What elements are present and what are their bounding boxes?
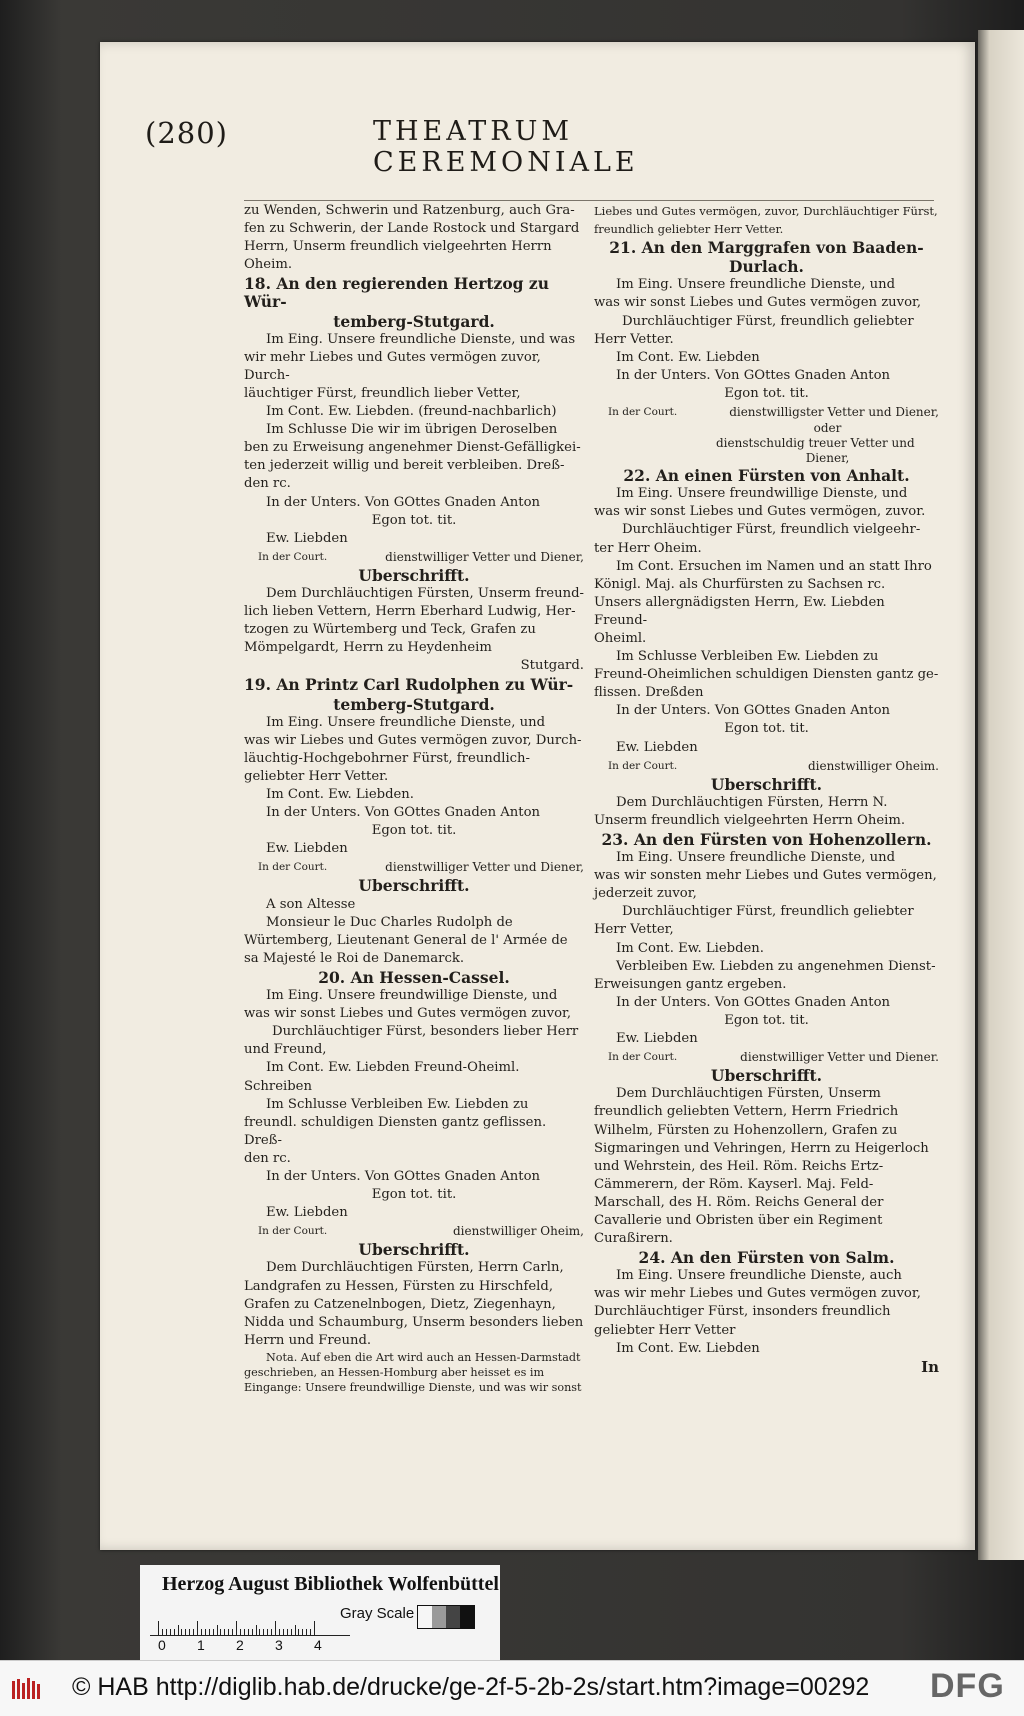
text-line: ten jederzeit willig und bereit verbleiben. Dreß-: [244, 458, 565, 474]
text-line: was wir mehr Liebes und Gutes vermögen zuvor,: [594, 1286, 921, 1302]
text-line: Unsers allergnädigsten Herrn, Ew. Liebden Freund-: [594, 594, 885, 628]
court-label: In der Court.: [608, 759, 678, 772]
text-line: oder: [813, 421, 842, 436]
gray-scale-label: Gray Scale: [340, 1605, 415, 1622]
text-line: Im Cont. Ew. Liebden. (freund-nachbarlich): [266, 404, 557, 420]
ruler-tick: [263, 1629, 264, 1635]
text-line: Im Schlusse Verbleiben Ew. Liebden zu: [616, 649, 879, 665]
ruler-tick: [228, 1629, 229, 1635]
signature-line: [244, 858, 584, 876]
ruler-tick: [174, 1629, 175, 1635]
ruler-tick: [298, 1629, 299, 1635]
ruler-tick: [217, 1625, 218, 1635]
header-rule: [244, 200, 934, 201]
text-line: läuchtiger Fürst, freundlich lieber Vetter,: [244, 385, 521, 401]
text-line: Im Eing. Unsere freundliche Dienste, und: [266, 714, 546, 730]
ruler-tick: [224, 1629, 225, 1635]
running-title: THEATRUM CEREMONIALE: [373, 116, 639, 178]
text-line: Durchläuchtiger Fürst, freundlich geliebter: [622, 904, 914, 920]
left-column: [244, 202, 584, 1395]
text-line: Durchläuchtiger Fürst, freundlich vielgeehr-: [622, 522, 921, 538]
text-line: Verbleiben Ew. Liebden zu angenehmen Dienst-: [616, 958, 936, 974]
text-line: Im Cont. Ersuchen im Namen und an statt Ihro Königl. Maj. als Churfürsten zu Sachsen rc.: [594, 558, 932, 592]
text-line: flissen. Dreßden: [594, 685, 704, 701]
text-line: was wir sonsten mehr Liebes und Gutes vermögen,: [594, 868, 937, 884]
ruler-tick: [310, 1629, 311, 1635]
text-line: Liebes und Gutes vermögen, zuvor, Durchläuchtiger Fürst, freundlich geliebter Herr Vetter.: [594, 204, 938, 237]
section-heading-21: 21. An den Marggrafen von Baaden-: [609, 238, 924, 258]
text-line: Dem Durchläuchtigen Fürsten, Unserm freund-: [266, 585, 584, 601]
ruler-tick: [314, 1621, 315, 1635]
ruler-number: 1: [197, 1637, 205, 1653]
text-line: Durchläuchtiger Fürst, insonders freundlich geliebter Herr Vetter: [594, 1304, 891, 1338]
section-heading-18: 18. An den regierenden Hertzog zu Wür-: [244, 274, 549, 312]
text-line: was wir sonst Liebes und Gutes vermögen zuvor,: [594, 295, 922, 311]
text-line: jederzeit zuvor,: [594, 886, 697, 902]
text-line: Ew. Liebden: [266, 1205, 348, 1221]
text-line: Herr Vetter,: [594, 922, 674, 938]
text-line: Im Schlusse Die wir im übrigen Deroselben: [266, 422, 558, 438]
text-line: Egon tot. tit.: [371, 823, 457, 839]
text-line: ben zu Erweisung angenehmer Dienst-Gefälligkei-: [244, 440, 581, 456]
ruler-tick: [267, 1629, 268, 1635]
text-line: Freund-Oheimlichen schuldigen Diensten gantz ge-: [594, 667, 939, 683]
text-line: In der Unters. Von GOttes Gnaden Anton: [616, 367, 891, 383]
text-line: Unserm freundlich vielgeehrten Herrn Oheim.: [594, 812, 906, 828]
court-label: In der Court.: [258, 550, 328, 563]
text-line: In der Unters. Von GOttes Gnaden Anton: [616, 994, 891, 1010]
section-heading-22: 22. An einen Fürsten von Anhalt.: [623, 466, 910, 486]
catchword: In: [921, 1357, 939, 1376]
ruler-tick: [170, 1629, 171, 1635]
ruler-tick: [240, 1629, 241, 1635]
ruler-tick: [158, 1621, 159, 1635]
ruler-tick: [259, 1629, 260, 1635]
superscription-heading: Uberschrifft.: [358, 565, 470, 585]
dfg-logo: DFG: [930, 1667, 1005, 1705]
ruler-tick: [271, 1629, 272, 1635]
court-label: In der Court.: [258, 1225, 328, 1238]
ruler-number: 4: [314, 1637, 322, 1653]
hab-logo-icon: [10, 1675, 46, 1703]
scale-ruler: [150, 1605, 350, 1636]
court-value: dienstwilliger Oheim.: [808, 758, 939, 773]
court-label: In der Court.: [258, 861, 328, 874]
text-line: In der Unters. Von GOttes Gnaden Anton: [266, 494, 541, 510]
text-line: In der Unters. Von GOttes Gnaden Anton: [616, 703, 891, 719]
text-line: wir mehr Liebes und Gutes vermögen zuvor, Durch-: [244, 349, 541, 383]
section-heading-19-cont: temberg-Stutgard.: [333, 694, 495, 714]
section-heading-19: 19. An Printz Carl Rudolphen zu Wür-: [244, 675, 574, 695]
text-line: In der Unters. Von GOttes Gnaden Anton: [266, 805, 541, 821]
superscription-heading: Uberschrifft.: [710, 774, 823, 794]
text-line: In der Unters. Von GOttes Gnaden Anton: [266, 1168, 541, 1184]
text-line: den rc.: [244, 476, 291, 492]
ruler-number: 3: [275, 1637, 283, 1653]
ruler-tick: [302, 1629, 303, 1635]
ruler-tick: [279, 1629, 280, 1635]
running-head: [145, 116, 805, 178]
text-line: Im Eing. Unsere freundliche Dienste, und was: [266, 331, 576, 347]
court-label: In der Court.: [608, 1051, 678, 1064]
nota-note: Nota. Auf eben die Art wird auch an Hessen-Darmstadt geschrieben, an Hessen-Homburg aber heisset es im Eingange: Unsere freundwillige Dienste, und was wir sonst: [244, 1350, 582, 1394]
court-value: dienstwilliger Vetter und Diener,: [385, 860, 584, 875]
signature-line: [244, 548, 584, 566]
ruler-tick: [287, 1629, 288, 1635]
signature-line: [594, 757, 939, 775]
text-line: Herr Vetter.: [594, 331, 674, 347]
text-line: Erweisungen gantz ergeben.: [594, 976, 787, 992]
ruler-tick: [232, 1629, 233, 1635]
gray-scale-patches: [417, 1605, 475, 1629]
text-line: Im Cont. Ew. Liebden: [616, 1340, 760, 1356]
text-line: was wir Liebes und Gutes vermögen zuvor, Durch-: [244, 732, 582, 748]
gray-patch: [432, 1606, 446, 1628]
ruler-tick: [166, 1629, 167, 1635]
text-line: lich lieben Vettern, Herrn Eberhard Ludwig, Her-: [244, 604, 576, 620]
section-heading-18-cont: temberg-Stutgard.: [333, 311, 495, 331]
text-line: Egon tot. tit.: [724, 721, 809, 737]
text-line: Egon tot. tit.: [724, 1012, 809, 1028]
superscription-heading: Uberschrifft.: [358, 1240, 470, 1260]
text-line: Herrn, Unserm freundlich vielgeehrten Herrn: [244, 239, 552, 255]
text-line: Dem Durchläuchtigen Fürsten, Herrn Carln, Landgrafen zu Hessen, Fürsten zu Hirschfeld, Grafen zu Catzenelnbogen, Dietz, Ziegenhayn, Nidda und Schaumburg, Unserm besonders lieben Herrn und Freund.: [244, 1260, 584, 1348]
text-line: fen zu Schwerin, der Lande Rostock und Stargard: [244, 221, 580, 237]
text-line: Monsieur le Duc Charles Rudolph de Würtemberg, Lieutenant General de l' Armée de sa Majesté le Roi de Danemarck.: [244, 914, 568, 966]
text-line: Oheiml.: [594, 630, 647, 646]
section-heading-20: 20. An Hessen-Cassel.: [318, 967, 510, 987]
text-line: Im Cont. Ew. Liebden Freund-Oheiml.: [266, 1060, 520, 1076]
text-line: Dem Durchläuchtigen Fürsten, Unserm freundlich geliebten Vettern, Herrn Friedrich Wilhelm, Fürsten zu Hohenzollern, Grafen zu Sigmaringen und Vehringen, Herrn zu Heigerloch und Wehrstein, des Heil. Röm. Reichs Ertz-Cämmerern, der Röm. Kayserl. Maj. Feld-Marschall, des H. Röm. Reichs General der Cavallerie und Obristen über ein Regiment Curaßirern.: [594, 1086, 929, 1247]
section-heading-21-cont: Durlach.: [729, 257, 804, 277]
text-line: Durchläuchtiger Fürst, freundlich geliebter: [622, 313, 914, 329]
right-column: [594, 202, 939, 1376]
gray-patch: [418, 1606, 432, 1628]
ruler-tick: [213, 1629, 214, 1635]
ruler-tick: [193, 1629, 194, 1635]
ruler-tick: [283, 1629, 284, 1635]
text-line: Schreiben: [244, 1078, 312, 1094]
ruler-tick: [252, 1629, 253, 1635]
text-line: den rc.: [244, 1150, 291, 1166]
text-line: tzogen zu Würtemberg und Teck, Grafen zu Mömpelgardt, Herrn zu Heydenheim: [244, 622, 536, 656]
text-line: Im Eing. Unsere freundliche Dienste, und: [616, 850, 896, 866]
ruler-tick: [295, 1625, 296, 1635]
text-line: Durchläuchtiger Fürst, besonders lieber Herr: [272, 1024, 579, 1040]
signature-line: [244, 1222, 584, 1240]
text-line: Im Schlusse Verbleiben Ew. Liebden zu: [266, 1096, 529, 1112]
next-page-edge: [978, 30, 1024, 1560]
ruler-tick: [291, 1629, 292, 1635]
ruler-tick: [256, 1625, 257, 1635]
court-value: dienstwilliger Vetter und Diener.: [740, 1050, 939, 1065]
ruler-tick: [244, 1629, 245, 1635]
footer-bar: [0, 1660, 1024, 1716]
text-line: Dem Durchläuchtigen Fürsten, Herrn N.: [616, 794, 888, 810]
ruler-tick: [197, 1621, 198, 1635]
text-line: Ew. Liebden: [616, 1031, 698, 1047]
text-line: Im Eing. Unsere freundliche Dienste, und: [616, 277, 896, 293]
text-line: Im Cont. Ew. Liebden: [616, 349, 760, 365]
ruler-tick: [189, 1629, 190, 1635]
ruler-tick: [185, 1629, 186, 1635]
text-line: Im Eing. Unsere freundwillige Dienste, und: [266, 988, 558, 1004]
text-line: Oheim.: [244, 257, 293, 273]
ruler-tick: [178, 1625, 179, 1635]
ruler-tick: [209, 1629, 210, 1635]
ruler-number: 0: [158, 1637, 166, 1653]
text-line: Egon tot. tit.: [371, 1187, 457, 1203]
ruler-tick: [248, 1629, 249, 1635]
text-line: zu Wenden, Schwerin und Ratzenburg, auch Gra-: [244, 203, 575, 218]
text-line: und Freund,: [244, 1042, 327, 1058]
gray-patch: [460, 1606, 474, 1628]
text-line: ter Herr Oheim.: [594, 540, 702, 556]
copyright-url[interactable]: © HAB http://diglib.hab.de/drucke/ge-2f-5-2b-2s/start.htm?image=00292: [72, 1673, 870, 1701]
ruler-tick: [205, 1629, 206, 1635]
text-line: Diener,: [805, 451, 850, 466]
court-value: dienstwilliger Vetter und Diener,: [385, 549, 584, 564]
text-line: Im Eing. Unsere freundliche Dienste, auch: [616, 1268, 902, 1284]
text-line: was wir sonst Liebes und Gutes vermögen, zuvor.: [594, 504, 926, 520]
superscription-heading: Uberschrifft.: [358, 876, 470, 896]
court-label: In der Court.: [608, 406, 678, 419]
signature-line: [594, 1048, 939, 1066]
text-line: Im Cont. Ew. Liebden.: [266, 787, 414, 802]
ruler-tick: [162, 1629, 163, 1635]
ruler-tick: [220, 1629, 221, 1635]
text-line: Ew. Liebden: [266, 530, 348, 546]
text-line: Im Cont. Ew. Liebden.: [616, 940, 764, 956]
court-value: dienstwilligster Vetter und Diener,: [729, 405, 939, 420]
library-name: Herzog August Bibliothek Wolfenbüttel: [162, 1573, 499, 1595]
text-line: läuchtig-Hochgebohrner Fürst, freundlich-geliebter Herr Vetter.: [244, 750, 530, 784]
text-line: A son Altesse: [266, 896, 356, 912]
text-line: Egon tot. tit.: [724, 385, 809, 401]
ruler-number: 2: [236, 1637, 244, 1653]
ruler-tick: [306, 1629, 307, 1635]
section-heading-23: 23. An den Fürsten von Hohenzollern.: [601, 830, 932, 849]
signature-line: [594, 403, 939, 421]
color-target-card: [140, 1565, 500, 1675]
superscription-heading: Uberschrifft.: [710, 1066, 823, 1086]
text-line: Ew. Liebden: [616, 739, 698, 755]
text-line: was wir sonst Liebes und Gutes vermögen zuvor,: [244, 1006, 572, 1022]
ruler-tick: [275, 1621, 276, 1635]
ruler-tick: [181, 1629, 182, 1635]
gray-patch: [446, 1606, 460, 1628]
text-line: Stutgard.: [520, 658, 584, 674]
text-line: Ew. Liebden: [266, 841, 348, 857]
ruler-tick: [201, 1629, 202, 1635]
court-value: dienstwilliger Oheim,: [453, 1224, 584, 1239]
page-number: (280): [145, 116, 228, 150]
ruler-tick: [236, 1621, 237, 1635]
section-heading-24: 24. An den Fürsten von Salm.: [638, 1248, 895, 1268]
text-line: Egon tot. tit.: [371, 512, 457, 528]
text-line: freundl. schuldigen Diensten gantz geflissen. Dreß-: [244, 1114, 547, 1148]
text-line: dienstschuldig treuer Vetter und: [716, 436, 915, 451]
text-line: Im Eing. Unsere freundwillige Dienste, und: [616, 486, 908, 502]
